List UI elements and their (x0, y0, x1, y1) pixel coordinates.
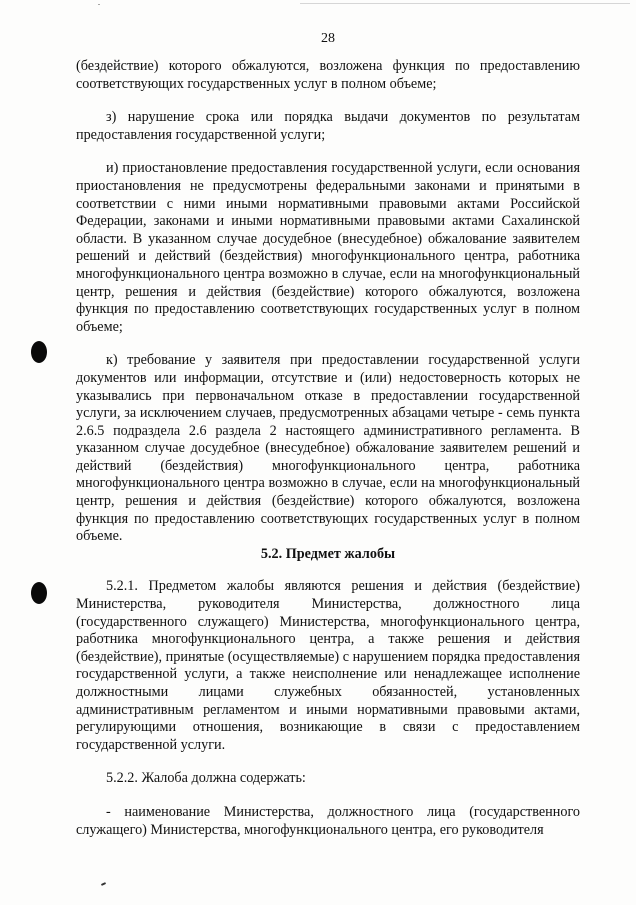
paragraph-item-z: з) нарушение срока или порядка выдачи документов по результатам предоставления государственной услуги; (76, 109, 580, 143)
scan-speck (98, 4, 100, 5)
page-number: 28 (321, 31, 335, 46)
scan-speck (101, 882, 106, 886)
paragraph-5-2-2: 5.2.2. Жалоба должна содержать: (106, 770, 306, 787)
section-heading: 5.2. Предмет жалобы (260, 545, 396, 562)
paragraph-list-item: - наименование Министерства, должностного лица (государственного служащего) Министерства, многофункционального центра, его руководителя (76, 803, 580, 838)
paragraph-item-k: к) требование у заявителя при предоставлении государственной услуги документов или информации, отсутствие и (или) недостоверность которых не указывались при первоначальном отказе в предоставлении государственной услуги, за исключением случаев, предусмотренных абзацами четыре - семь пункта 2.6.5 подраздела 2.6 раздела 2 настоящего административного регламента. В указанном случае досудебное (внесудебное) обжалование заявителем решений и действий (бездействия) многофункционального центра, работника многофункционального центра возможно в случае, если на многофункциональный центр, решения и действия (бездействие) которого обжалуются, возложена функция по предоставлению соответствующих государственных услуг в полном объеме. (76, 352, 580, 545)
paragraph-item-i: и) приостановление предоставления государственной услуги, если основания приостановления не предусмотрены федеральными законами и принятыми в соответствии с ними иными нормативными правовыми актами Российской Федерации, законами и иными нормативными правовыми актами Сахалинской области. В указанном случае досудебное (внесудебное) обжалование заявителем решений и действий (бездействия) многофункционального центра, работника многофункционального центра возможно в случае, если на многофункциональный центр, решения и действия (бездействие) которого обжалуются, возложена функция по предоставлению соответствующих государственных услуг в полном объеме; (76, 160, 580, 335)
paragraph-continuation: (бездействие) которого обжалуются, возложена функция по предоставлению соответствующих государственных услуг в полном объеме; (76, 58, 580, 92)
paragraph-5-2-1: 5.2.1. Предметом жалобы являются решения и действия (бездействие) Министерства, руководителя Министерства, должностного лица (государственного служащего) Министерства, многофункционального центра, работника многофункционального центра, а также решения и действия (бездействие), принятые (осуществляемые) с нарушением порядка предоставления государственной услуги, а также неисполнение или ненадлежащее исполнение должностными лицами служебных обязанностей, установленных административным регламентом и иными нормативными правовыми актами, регулирующими отношения, возникающие в связи с предоставлением государственной услуги. (76, 578, 580, 753)
body-text (76, 58, 580, 839)
punch-hole (31, 582, 47, 604)
scan-edge-line (300, 3, 630, 4)
punch-hole (31, 341, 47, 363)
